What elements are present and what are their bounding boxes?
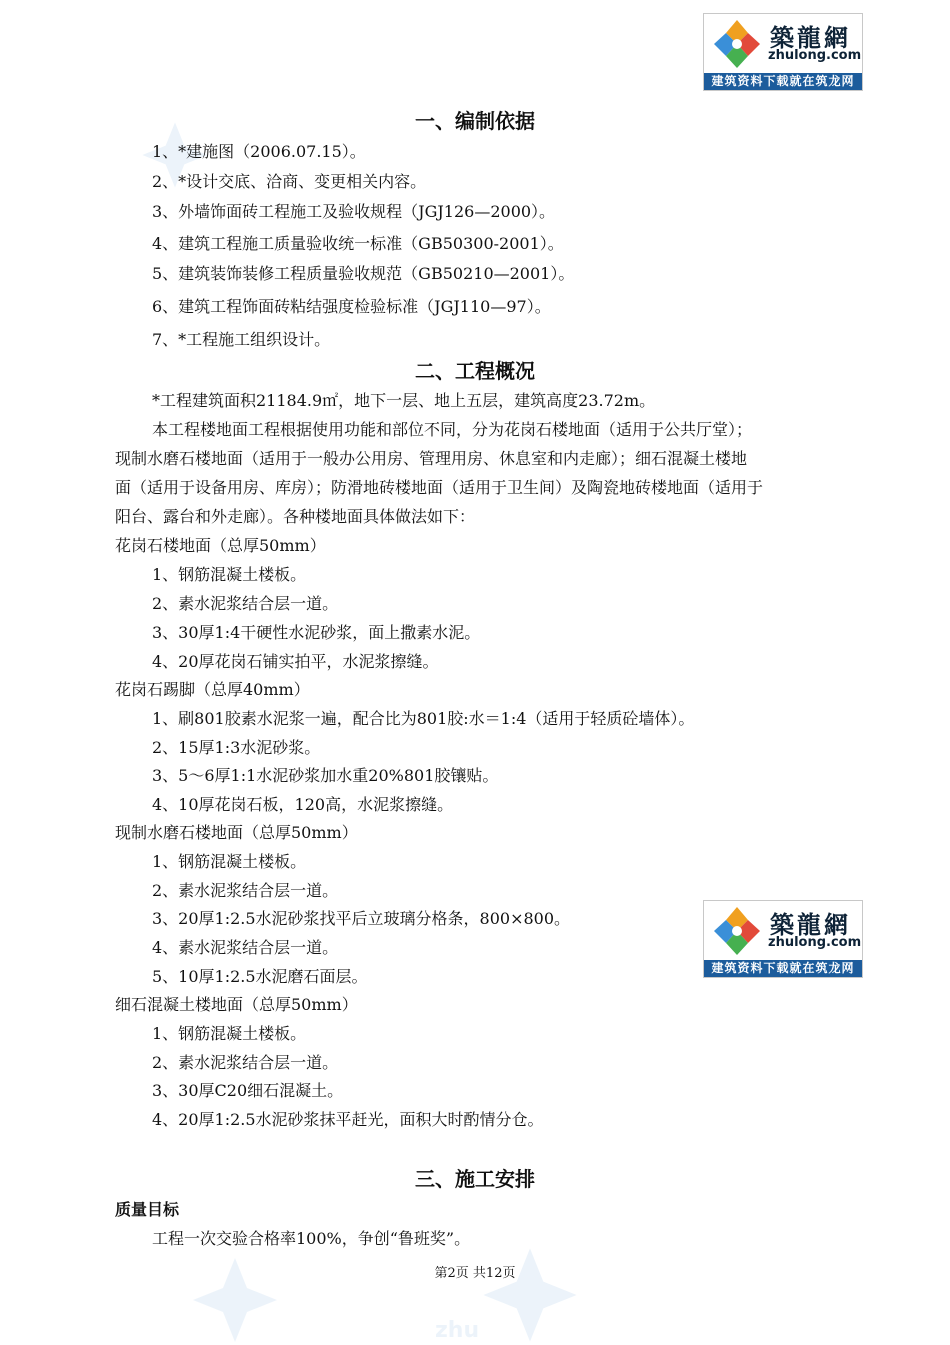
- paragraph-line: 3、5～6厚1:1水泥砂浆加水重20%801胶镶贴。: [152, 766, 499, 785]
- logo-name-cn: 築龍網: [770, 910, 851, 939]
- page-footer: 第2页 共12页: [434, 1266, 516, 1281]
- paragraph-line: 阳台、露台和外走廊）。各种楼地面具体做法如下：: [115, 507, 476, 526]
- section-heading: 二、工程概况: [415, 359, 535, 383]
- logo-slogan: 建筑资料下载就在筑龙网: [704, 960, 862, 977]
- paragraph-line: 1、钢筋混凝土楼板。: [152, 1024, 307, 1043]
- logo-name-cn: 築龍網: [770, 23, 851, 52]
- paragraph-line: 1、钢筋混凝土楼板。: [152, 852, 307, 871]
- paragraph-line: 本工程楼地面工程根据使用功能和部位不同，分为花岗石楼地面（适用于公共厅堂）；: [152, 420, 753, 439]
- zhulong-logo: [703, 900, 863, 978]
- paragraph-line: 5、10厚1:2.5水泥磨石面层。: [152, 967, 368, 986]
- paragraph-line: 1、*建施图（2006.07.15）。: [152, 142, 366, 161]
- subheading-line: 细石混凝土楼地面（总厚50mm）: [115, 995, 358, 1014]
- paragraph-line: 7、*工程施工组织设计。: [152, 330, 331, 349]
- logo-domain: zhulong.com: [768, 48, 862, 63]
- paragraph-line: 5、建筑装饰装修工程质量验收规范（GB50210—2001）。: [152, 264, 575, 283]
- paragraph-line: *工程建筑面积21184.9㎡，地下一层、地上五层，建筑高度23.72m。: [152, 391, 656, 410]
- section-heading: 三、施工安排: [415, 1167, 535, 1191]
- paragraph-line: 面（适用于设备用房、库房）；防滑地砖楼地面（适用于卫生间）及陶瓷地砖楼地面（适用于: [115, 478, 764, 497]
- paragraph-line: 3、30厚1:4干硬性水泥砂浆，面上撒素水泥。: [152, 623, 481, 642]
- logo-slogan: 建筑资料下载就在筑龙网: [704, 73, 862, 90]
- subheading-line: 现制水磨石楼地面（总厚50mm）: [115, 823, 358, 842]
- paragraph-line: 2、素水泥浆结合层一道。: [152, 1053, 339, 1072]
- watermark-text: zhu: [435, 1318, 480, 1343]
- paragraph-line: 2、素水泥浆结合层一道。: [152, 594, 339, 613]
- zhulong-star-icon: [708, 905, 766, 957]
- paragraph-line: 工程一次交验合格率100%，争创“鲁班奖”。: [152, 1229, 471, 1248]
- subheading-line: 花岗石楼地面（总厚50mm）: [115, 536, 326, 555]
- paragraph-line: 1、钢筋混凝土楼板。: [152, 565, 307, 584]
- paragraph-line: 4、20厚花岗石铺实拍平，水泥浆擦缝。: [152, 652, 439, 671]
- paragraph-line: 2、素水泥浆结合层一道。: [152, 881, 339, 900]
- zhulong-star-icon: [708, 18, 766, 70]
- paragraph-line: 6、建筑工程饰面砖粘结强度检验标准（JGJ110—97）。: [152, 297, 551, 316]
- paragraph-line: 4、素水泥浆结合层一道。: [152, 938, 339, 957]
- paragraph-line: 3、外墙饰面砖工程施工及验收规程（JGJ126—2000）。: [152, 202, 556, 221]
- paragraph-line: 4、10厚花岗石板，120高，水泥浆擦缝。: [152, 795, 454, 814]
- paragraph-line: 1、刷801胶素水泥浆一遍，配合比为801胶:水＝1:4（适用于轻质砼墙体）。: [152, 709, 695, 728]
- paragraph-line: 2、*设计交底、洽商、变更相关内容。: [152, 172, 427, 191]
- section-heading: 一、编制依据: [415, 109, 535, 133]
- watermark-logo-icon: [480, 1245, 580, 1345]
- subheading-line: 质量目标: [115, 1200, 180, 1219]
- zhulong-logo: [703, 13, 863, 91]
- subheading-line: 花岗石踢脚（总厚40mm）: [115, 680, 310, 699]
- paragraph-line: 3、20厚1:2.5水泥砂浆找平后立玻璃分格条，800×800。: [152, 909, 571, 928]
- logo-domain: zhulong.com: [768, 935, 862, 950]
- paragraph-line: 3、30厚C20细石混凝土。: [152, 1081, 344, 1100]
- paragraph-line: 现制水磨石楼地面（适用于一般办公用房、管理用房、休息室和内走廊）；细石混凝土楼地: [115, 449, 748, 468]
- paragraph-line: 4、建筑工程施工质量验收统一标准（GB50300-2001）。: [152, 234, 564, 253]
- paragraph-line: 2、15厚1:3水泥砂浆。: [152, 738, 321, 757]
- paragraph-line: 4、20厚1:2.5水泥砂浆抹平赶光，面积大时酌情分仓。: [152, 1110, 544, 1129]
